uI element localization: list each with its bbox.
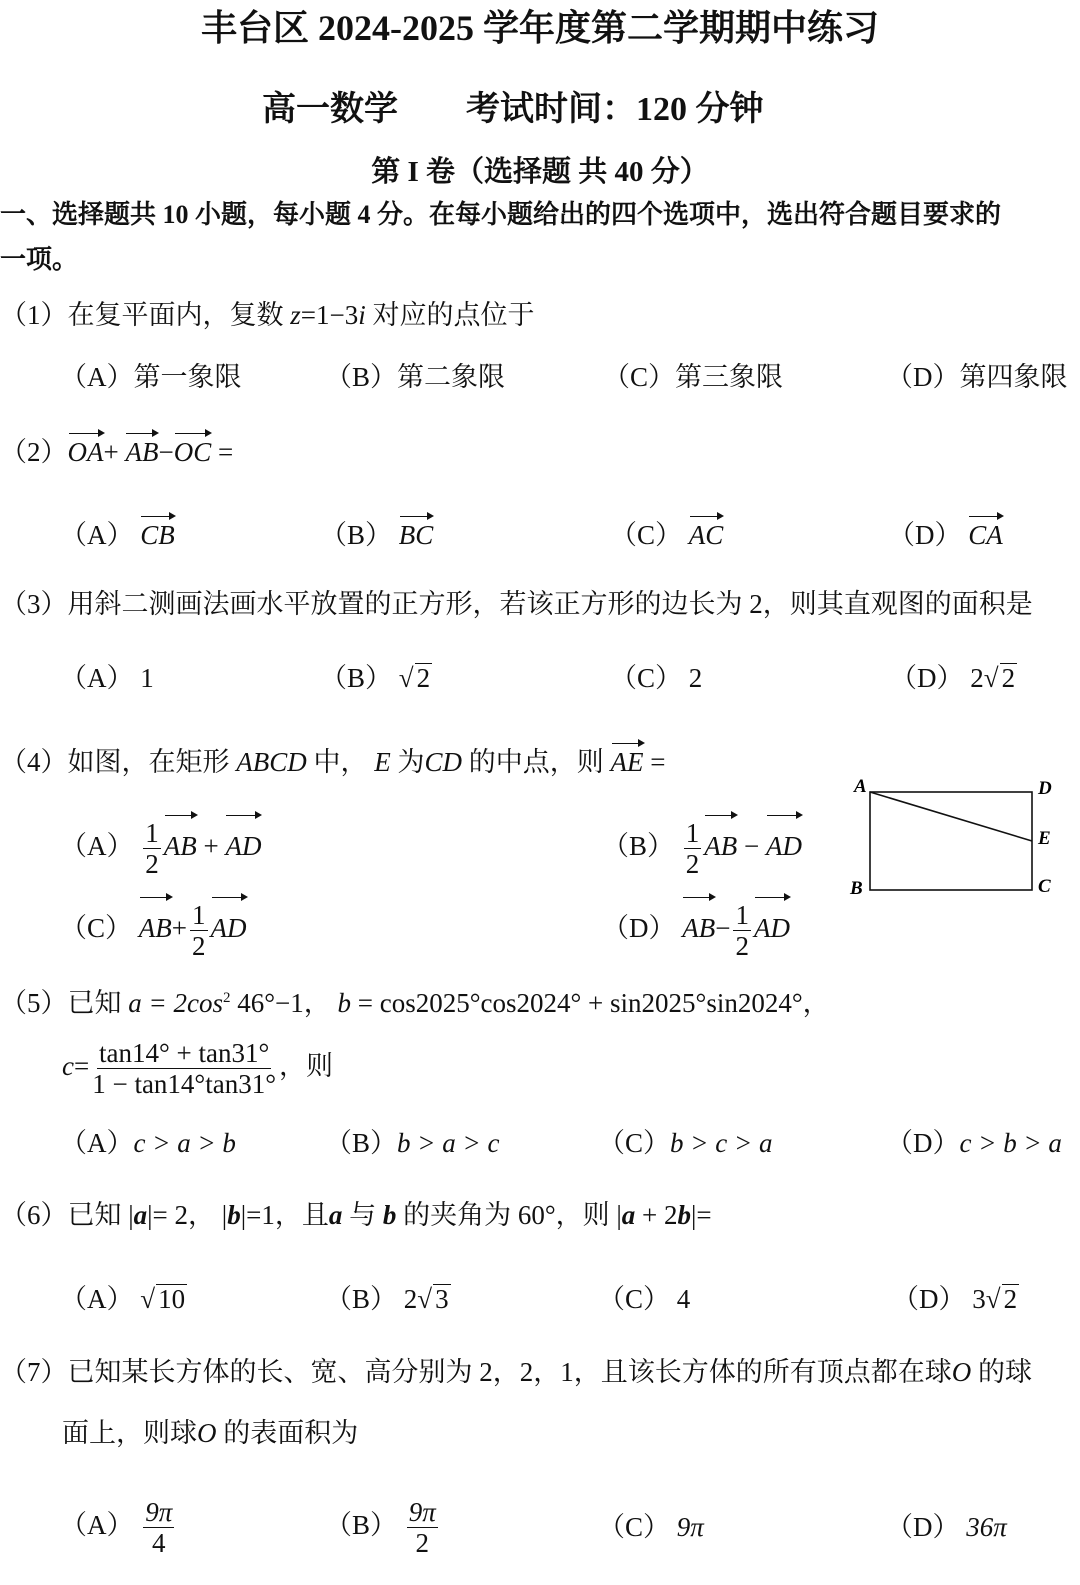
text-fragment: 的球 [971,1357,1032,1387]
text-fragment: 对应的点位于 [365,300,535,330]
q3-option-a[interactable] [60,660,154,696]
text-fragment: （7） [0,1357,68,1387]
text-fragment: （B） [320,520,393,550]
text-fragment: （A） [60,1510,134,1540]
text-fragment: （D） [602,913,676,943]
text-fragment: 的夹角为 60°，则 | [396,1200,622,1230]
q1-option-d[interactable]: （D）第四象限 [886,362,1068,392]
text-fragment: 2 [403,1284,418,1314]
text-fragment: 面上，则球 [62,1418,197,1448]
q5-option-b[interactable] [325,1125,499,1161]
text-fragment: 9π [145,1497,173,1528]
q2-option-b[interactable] [320,513,433,553]
fraction [684,818,702,879]
text-fragment: − [744,831,760,861]
text-fragment: （3） [0,589,68,619]
text-fragment: 1 − tan14°tan31° [92,1069,277,1100]
text-fragment: 46°−1， [230,988,331,1018]
q7-option-d[interactable] [886,1509,1007,1545]
text-fragment: （D） [886,1128,960,1158]
text-fragment: |=1，且 [240,1200,329,1230]
text-fragment: 已知 [67,988,122,1018]
vector: CB [140,513,175,553]
text-fragment: c [62,1051,74,1081]
text-fragment: + [203,831,219,861]
text-fragment: （5） [0,988,68,1018]
rectangle-figure [840,770,1080,910]
vector: AE [611,740,644,780]
text-fragment: b [227,1200,241,1230]
section-title: 第 I 卷（选择题 共 40 分） [371,156,709,188]
text-fragment: CD [424,747,463,777]
text-fragment: （B） [325,1128,398,1158]
q1-option-a[interactable]: （A）第一象限 [60,362,242,392]
text-fragment: （D） [888,520,962,550]
q4-option-d[interactable] [602,894,790,961]
text-fragment: 36π [966,1512,1007,1542]
text-fragment: 1 [735,900,749,931]
fraction [407,1497,438,1558]
vector: AD [211,894,247,958]
text-fragment: （2） [0,437,68,467]
vector: BC [399,513,434,553]
text-fragment: ABCD [236,747,307,777]
question-7-line-1 [0,1354,1032,1390]
q4-option-b[interactable] [602,812,802,879]
text-fragment: √ [140,1284,156,1314]
label-a: A [854,776,867,797]
text-fragment: （C） [610,520,683,550]
vector: AB [139,894,172,958]
label-b: B [850,878,863,899]
question-5-line-2 [62,1036,333,1099]
question-2 [0,430,233,470]
vector: OA [68,430,104,470]
text-fragment: 如图，在矩形 [67,747,230,777]
question-3 [0,586,1033,622]
text-fragment: O [951,1357,972,1387]
text-fragment: 中， [313,747,368,777]
q4-option-c[interactable] [60,894,247,961]
text-fragment: 的中点，则 [468,747,604,777]
fraction [92,1038,276,1099]
question-1 [0,297,535,333]
text-fragment: （A） [60,1284,134,1314]
q1-option-b[interactable]: （B）第二象限 [325,362,506,392]
label-c: C [1038,876,1051,897]
fraction [190,900,208,961]
q3-option-b[interactable] [320,660,432,696]
text-fragment: |= [691,1200,712,1230]
text-fragment: c > a > b [133,1128,236,1158]
text-fragment: （D） [886,1512,960,1542]
vector: AB [125,430,158,470]
rectangle-abcd [870,792,1032,890]
text-fragment: 1 [685,818,700,849]
text-fragment: √ [417,1284,433,1314]
text-fragment: 的表面积为 [216,1418,359,1448]
q1-option-c[interactable]: （C）第三象限 [603,362,784,392]
text-fragment: 已知 | [67,1200,134,1230]
text-fragment: 4 [152,1528,166,1559]
text-fragment: z [290,300,301,330]
text-fragment: √ [398,663,414,693]
q7-option-a[interactable] [60,1495,177,1558]
vector: AD [766,812,802,876]
q3-option-d[interactable] [890,660,1017,696]
fraction [733,900,751,961]
text-fragment: 已知某长方体的长、宽、高分别为 2，2，1，且该长方体的所有顶点都在球 [67,1357,952,1387]
text-fragment: （D） [890,663,964,693]
text-fragment: a [621,1200,636,1230]
question-7-line-2 [62,1415,358,1451]
q6-option-a[interactable] [60,1281,187,1317]
vector: AB [704,812,737,876]
vector: AB [164,812,197,876]
text-fragment: = cos2025°cos2024° + sin2025°sin2024°， [351,988,830,1018]
superscript: 2 [222,990,231,1006]
text-fragment: =1−3 [300,300,359,330]
text-fragment: 3 [435,1284,449,1314]
text-fragment: − [158,437,174,467]
text-fragment: （A） [60,520,134,550]
q6-option-b[interactable] [325,1281,451,1317]
text-fragment: 1 [145,818,159,849]
q5-option-d[interactable] [886,1125,1062,1161]
q6-option-c[interactable] [598,1281,690,1317]
text-fragment: c > b > a [959,1128,1062,1158]
q7-option-c[interactable] [598,1509,704,1545]
text-fragment: 1 [140,663,154,693]
text-fragment: （C） [60,913,133,943]
text-fragment: + 2 [635,1200,678,1230]
label-e: E [1038,828,1051,849]
text-fragment: （B） [602,831,675,861]
text-fragment: 9π [676,1512,704,1542]
text-fragment: 9π [408,1497,436,1528]
vector: AD [754,894,790,958]
q2-option-c[interactable] [610,513,723,553]
text-fragment: 用斜二测画法画水平放置的正方形，若该正方形的边长为 2，则其直观图的面积是 [67,589,1033,619]
q5-option-a[interactable] [60,1125,236,1161]
text-fragment: √ [983,663,999,693]
text-fragment: （B） [325,1284,398,1314]
text-fragment: （C） [598,1284,671,1314]
vector: AD [225,812,261,876]
text-fragment: 与 [342,1200,383,1230]
text-fragment: （C） [598,1512,671,1542]
text-fragment: b [382,1200,397,1230]
text-fragment: b > a > c [397,1128,500,1158]
subject: 高一数学 [262,91,398,128]
question-6 [0,1197,712,1233]
vector: CA [968,513,1003,553]
text-fragment: 2 [415,1528,430,1559]
text-fragment: − [715,913,731,943]
instructions-line-2: 一项。 [0,245,79,274]
text-fragment: = [217,437,234,467]
exam-time: 考试时间：120 分钟 [466,91,764,128]
text-fragment: i [358,300,366,330]
text-fragment: 4 [676,1284,691,1314]
fraction [143,1497,174,1558]
text-fragment: a = 2cos [128,988,223,1018]
q4-option-a[interactable] [60,812,261,879]
text-fragment: a [133,1200,148,1230]
q2-option-a[interactable] [60,513,175,553]
text-fragment: （6） [0,1200,68,1230]
text-fragment: （C） [598,1128,671,1158]
text-fragment: |= 2， | [147,1200,228,1230]
q2-option-d[interactable] [888,513,1003,553]
text-fragment: 2 [685,849,700,880]
text-fragment: 2 [416,663,431,693]
text-fragment: ，则 [279,1051,334,1081]
text-fragment: b [677,1200,692,1230]
fraction [143,818,161,879]
text-fragment: 2 [735,931,749,962]
text-fragment: tan14° + tan31° [98,1038,270,1069]
text-fragment: （C） [610,663,683,693]
text-fragment: （A） [60,1128,134,1158]
text-fragment: 2 [192,931,206,962]
text-fragment: 2 [1003,1284,1018,1314]
text-fragment: √ [985,1284,1001,1314]
text-fragment: a [328,1200,343,1230]
q-num: （1） [0,300,68,330]
text-fragment: 2 [145,849,159,880]
text-fragment: O [197,1418,217,1448]
vector: AB [682,894,715,958]
text-fragment: （B） [325,1510,398,1540]
q3-option-c[interactable] [610,660,702,696]
text-fragment: b [337,988,351,1018]
text-fragment: 在复平面内，复数 [67,300,284,330]
vector: OC [174,430,212,470]
question-4 [0,740,666,780]
text-fragment: 3 [972,1284,986,1314]
text-fragment: + [103,437,119,467]
text-fragment: = [650,747,666,777]
text-fragment: 2 [688,663,703,693]
text-fragment: （B） [320,663,393,693]
text-fragment: b > c > a [670,1128,773,1158]
text-fragment: = [73,1051,90,1081]
text-fragment: （A） [60,663,134,693]
text-fragment: （A） [60,831,134,861]
text-fragment: + [171,913,187,943]
text-fragment: 10 [158,1284,186,1314]
segment-ae [870,792,1032,841]
text-fragment: 为 [397,747,425,777]
text-fragment: （4） [0,747,68,777]
q7-option-b[interactable] [325,1495,441,1558]
text-fragment: 1 [192,900,206,931]
vector: AC [689,513,724,553]
q5-option-c[interactable] [598,1125,772,1161]
text-fragment: 2 [970,663,984,693]
text-fragment: E [374,747,391,777]
question-5-line-1 [0,980,830,1021]
text-fragment: （D） [892,1284,966,1314]
exam-title: 丰台区 2024-2025 学年度第二学期期中练习 [201,8,879,48]
text-fragment: 2 [1001,663,1016,693]
instructions-line-1: 一、选择题共 10 小题，每小题 4 分。在每小题给出的四个选项中，选出符合题目要求的 [0,200,1002,229]
q6-option-d[interactable] [892,1281,1019,1317]
label-d: D [1038,778,1052,799]
